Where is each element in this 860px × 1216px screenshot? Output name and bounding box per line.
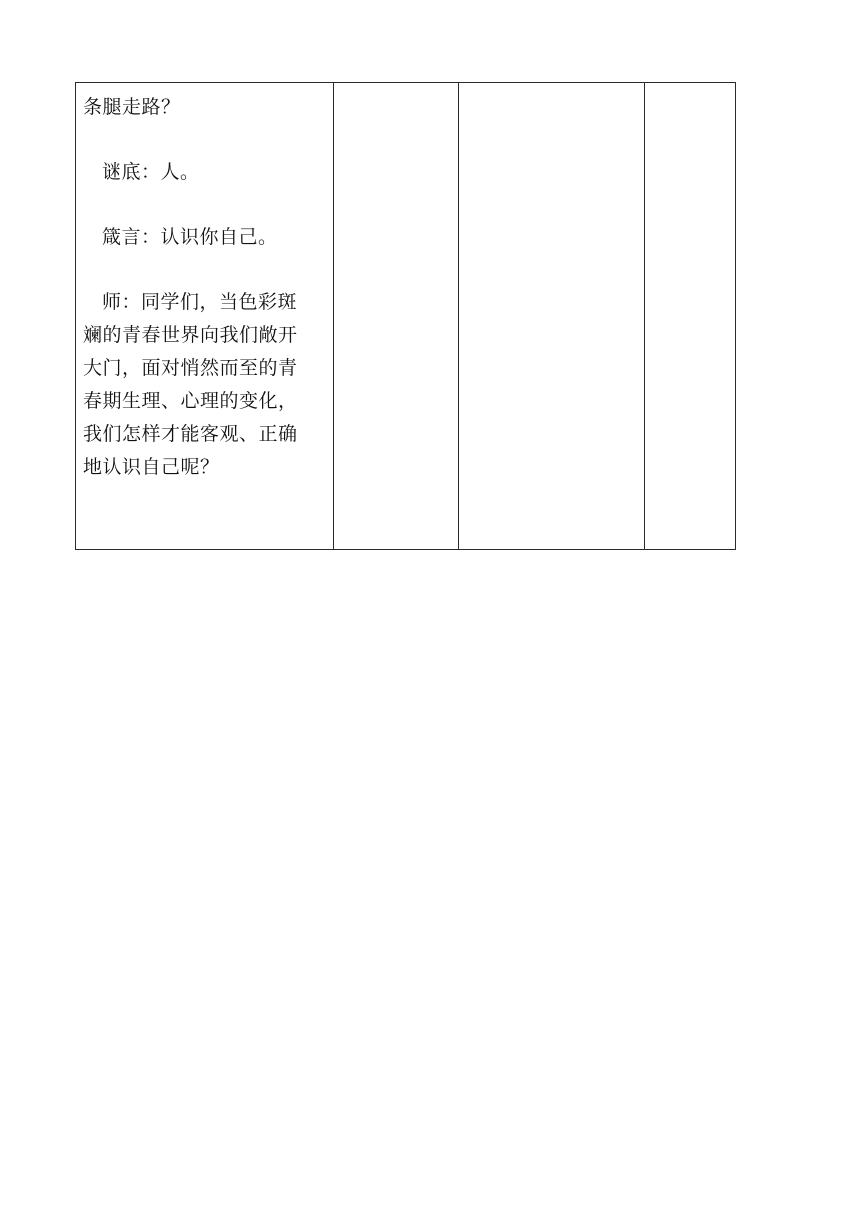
table-cell-empty [334, 83, 459, 550]
cell-text-block [76, 83, 333, 484]
lesson-plan-table [75, 82, 736, 550]
text-line: 大门，面对悄然而至的青 [83, 357, 298, 379]
table-cell-empty [645, 83, 736, 550]
text-line: 地认识自己呢？ [83, 456, 220, 478]
riddle-answer-line: 谜底：人。 [102, 161, 200, 183]
text-line: 斓的青春世界向我们敞开 [83, 324, 298, 346]
motto-line: 箴言：认识你自己。 [102, 226, 278, 248]
text-line: 春期生理、心理的变化， [83, 390, 298, 412]
text-line: 我们怎样才能客观、正确 [83, 423, 298, 445]
table-cell-empty [459, 83, 645, 550]
text-line: 条腿走路？ [83, 96, 181, 118]
teacher-line: 师：同学们，当色彩斑 [102, 291, 298, 313]
table-cell-content [76, 83, 334, 550]
table-row [76, 83, 736, 550]
